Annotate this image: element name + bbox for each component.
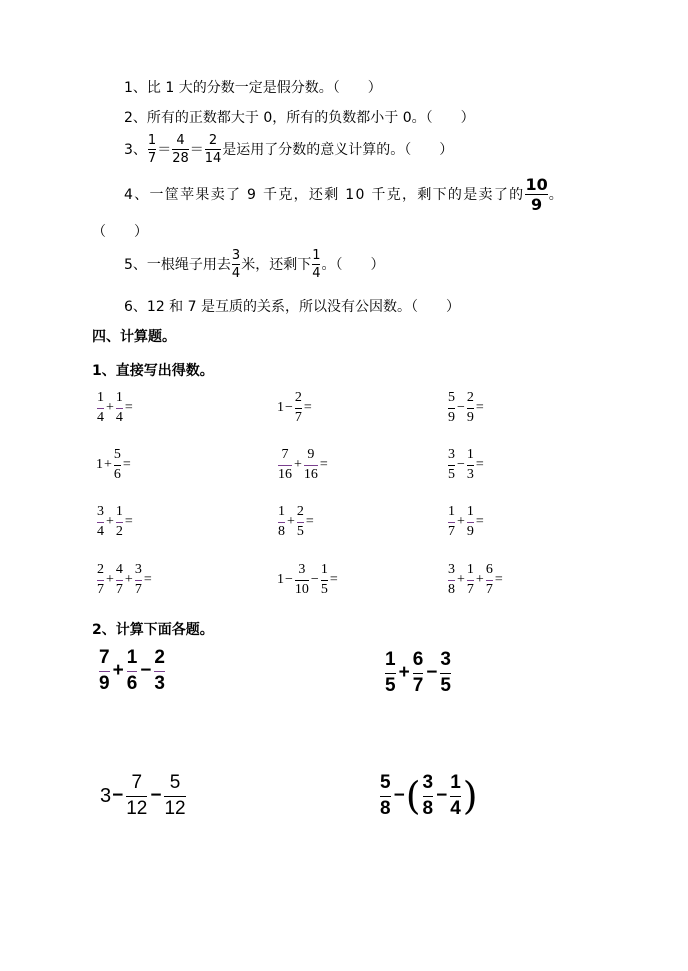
denominator: 7	[412, 675, 424, 696]
denominator: 7	[97, 582, 104, 597]
oral-expression-9	[447, 504, 485, 540]
judge-question-4-answer: （ ）	[92, 224, 148, 240]
whole-number: 1	[277, 400, 284, 415]
whole-number: 1	[277, 572, 284, 587]
fraction	[124, 773, 149, 819]
numerator: 1	[147, 133, 157, 148]
fraction	[162, 773, 187, 819]
oral-expression-10	[96, 562, 153, 598]
oral-expression-5	[277, 447, 329, 483]
fraction	[277, 447, 293, 483]
fraction	[438, 650, 453, 696]
numerator: 7	[131, 772, 143, 793]
numerator: 3	[440, 649, 451, 670]
fraction-bar	[148, 149, 156, 150]
denominator: 7	[294, 410, 302, 425]
fraction	[125, 648, 140, 694]
oral-expression-3	[447, 390, 485, 426]
fraction-bar	[448, 522, 455, 523]
numerator: 3	[448, 562, 455, 577]
fraction	[96, 504, 105, 540]
denominator: 6	[113, 467, 121, 482]
fraction-bar	[321, 580, 328, 581]
equals-sign: =	[494, 572, 503, 587]
denominator: 7	[147, 151, 157, 166]
numerator: 5	[448, 390, 455, 405]
fraction-bar	[385, 673, 396, 674]
fraction	[115, 504, 124, 540]
denominator: 12	[126, 798, 148, 819]
numerator: 7	[281, 447, 289, 462]
oral-expression-12	[447, 562, 504, 598]
numerator: 2	[154, 647, 165, 668]
denominator: 14	[204, 151, 222, 166]
calc-expression-2	[383, 650, 453, 696]
fraction	[447, 504, 456, 540]
whole-number: 1	[96, 457, 103, 472]
equals-sign: =	[303, 400, 312, 415]
denominator: 9	[466, 410, 474, 425]
numerator: 1	[320, 562, 328, 577]
numerator: 2	[208, 133, 218, 148]
fraction	[294, 390, 303, 426]
numerator: 7	[99, 647, 110, 668]
equals-sign: =	[143, 572, 152, 587]
oral-expression-8	[277, 504, 315, 540]
denominator: 7	[466, 582, 474, 597]
fraction-bar	[205, 149, 222, 150]
judge-question-3	[124, 133, 453, 166]
numerator: 1	[466, 504, 474, 519]
minus-sign: −	[140, 660, 152, 681]
minus-sign: −	[112, 785, 124, 806]
fraction-bar	[467, 408, 474, 409]
fraction	[277, 504, 286, 540]
denominator: 12	[164, 798, 186, 819]
denominator: 7	[448, 524, 455, 539]
minus-sign: −	[393, 785, 405, 806]
fraction	[171, 133, 190, 166]
fraction-bar	[304, 465, 318, 466]
plus-sign: +	[475, 572, 484, 587]
oral-expression-6	[447, 447, 485, 483]
oral-expression-1	[96, 390, 134, 426]
denominator: 5	[385, 675, 396, 696]
equals-sign: =	[329, 572, 338, 587]
denominator: 10	[294, 582, 309, 597]
denominator: 4	[231, 266, 241, 281]
equals-sign: =	[475, 400, 484, 415]
fraction-bar	[232, 264, 240, 265]
equals-sign: =	[475, 457, 484, 472]
numerator: 3	[134, 562, 142, 577]
plus-sign: +	[112, 660, 124, 681]
fraction	[320, 562, 329, 598]
fraction-bar	[440, 673, 451, 674]
fraction	[296, 504, 305, 540]
fraction	[447, 447, 456, 483]
period: 。	[548, 186, 563, 203]
fraction	[383, 650, 398, 696]
fraction-bar	[127, 671, 138, 672]
fraction-bar	[116, 522, 123, 523]
denominator: 16	[278, 467, 292, 482]
numerator: 5	[380, 772, 391, 793]
section-title: 四、计算题。	[92, 329, 176, 345]
numerator: 2	[97, 562, 104, 577]
fraction-bar	[413, 673, 424, 674]
numerator: 1	[312, 248, 321, 263]
denominator: 7	[115, 582, 123, 597]
numerator: 2	[294, 390, 302, 405]
calc-expression-1	[97, 648, 167, 694]
fraction	[152, 648, 167, 694]
denominator: 6	[126, 673, 138, 694]
fraction-bar	[97, 580, 104, 581]
denominator: 9	[99, 673, 110, 694]
plus-sign: +	[398, 662, 410, 683]
numerator: 3	[422, 772, 434, 793]
denominator: 4	[312, 266, 321, 281]
numerator: 1	[448, 504, 455, 519]
denominator: 4	[450, 798, 461, 819]
minus-sign: −	[285, 572, 293, 587]
minus-sign: −	[426, 662, 438, 683]
plus-sign: +	[106, 514, 114, 529]
question-text: 米，还剩下	[241, 256, 312, 273]
left-parenthesis: (	[405, 774, 421, 818]
minus-sign: −	[436, 785, 448, 806]
numerator: 10	[525, 175, 548, 194]
denominator: 4	[97, 524, 104, 539]
equals-sign: ＝	[157, 141, 172, 158]
equals-sign: =	[305, 514, 314, 529]
fraction-bar	[450, 796, 461, 797]
denominator: 4	[97, 410, 104, 425]
fraction-bar	[467, 522, 474, 523]
plus-sign: +	[457, 514, 465, 529]
fraction	[294, 562, 310, 598]
denominator: 5	[440, 675, 451, 696]
fraction	[447, 390, 456, 426]
numerator: 3	[298, 562, 306, 577]
numerator: 1	[115, 390, 123, 405]
oral-expression-7	[96, 504, 134, 540]
fraction-bar	[297, 522, 304, 523]
denominator: 5	[320, 582, 328, 597]
fraction	[231, 248, 241, 281]
fraction	[466, 447, 475, 483]
fraction	[466, 562, 475, 598]
denominator: 8	[278, 524, 285, 539]
fraction-bar	[448, 580, 455, 581]
fraction-bar	[295, 580, 309, 581]
denominator: 9	[448, 410, 455, 425]
fraction	[485, 562, 494, 598]
fraction	[466, 504, 475, 540]
judge-question-5	[124, 248, 384, 281]
numerator: 5	[169, 772, 181, 793]
judge-question-1: 1、比 1 大的分数一定是假分数。（ ）	[124, 80, 382, 96]
calc-expression-4	[378, 773, 478, 819]
whole-number: 3	[100, 784, 112, 807]
minus-sign: −	[285, 400, 293, 415]
fraction-bar	[278, 522, 285, 523]
part1-title: 1、直接写出得数。	[92, 363, 214, 379]
oral-expression-11	[277, 562, 339, 598]
denominator: 7	[485, 582, 493, 597]
minus-sign: −	[310, 572, 319, 587]
numerator: 1	[97, 390, 104, 405]
minus-sign: −	[457, 400, 465, 415]
plus-sign: +	[106, 572, 114, 587]
fraction	[411, 650, 426, 696]
plus-sign: +	[294, 457, 302, 472]
denominator: 8	[448, 582, 455, 597]
fraction	[115, 390, 124, 426]
denominator: 3	[154, 673, 165, 694]
oral-expression-4	[96, 447, 132, 483]
part2-title: 2、计算下面各题。	[92, 622, 214, 638]
question-number: 3、	[124, 141, 147, 158]
equals-sign: =	[319, 457, 328, 472]
fraction-bar	[172, 149, 189, 150]
fraction	[447, 562, 456, 598]
fraction	[421, 773, 436, 819]
judge-question-4	[124, 176, 563, 213]
question-text: 4、一筐苹果卖了 9 千克，还剩 10 千克，剩下的是卖了的	[124, 186, 525, 203]
numerator: 3	[448, 447, 455, 462]
fraction-bar	[114, 465, 121, 466]
fraction-bar	[116, 408, 123, 409]
judge-question-2: 2、所有的正数都大于 0，所有的负数都小于 0。（ ）	[124, 110, 475, 126]
fraction-bar	[486, 580, 493, 581]
numerator: 3	[97, 504, 104, 519]
fraction-bar	[99, 671, 110, 672]
denominator: 9	[466, 524, 474, 539]
calc-expression-3	[100, 773, 188, 819]
fraction	[97, 648, 112, 694]
numerator: 1	[115, 504, 123, 519]
numerator: 1	[385, 649, 396, 670]
numerator: 9	[307, 447, 315, 462]
fraction-bar	[312, 264, 320, 265]
denominator: 5	[448, 467, 455, 482]
numerator: 3	[231, 248, 241, 263]
fraction-bar	[380, 796, 391, 797]
fraction-bar	[116, 580, 123, 581]
numerator: 2	[296, 504, 304, 519]
numerator: 2	[466, 390, 474, 405]
denominator: 9	[531, 195, 543, 214]
fraction	[96, 562, 105, 598]
fraction	[448, 773, 463, 819]
question-text: 是运用了分数的意义计算的。（ ）	[222, 141, 454, 158]
equals-sign: ＝	[189, 141, 204, 158]
equals-sign: =	[124, 514, 133, 529]
fraction	[113, 447, 122, 483]
numerator: 1	[126, 647, 138, 668]
denominator: 7	[134, 582, 142, 597]
denominator: 2	[115, 524, 123, 539]
fraction-bar	[135, 580, 142, 581]
denominator: 28	[172, 151, 189, 166]
fraction-bar	[164, 796, 185, 797]
fraction	[96, 390, 105, 426]
numerator: 6	[412, 649, 424, 670]
fraction	[204, 133, 223, 166]
numerator: 4	[176, 133, 185, 148]
judge-question-6: 6、12 和 7 是互质的关系，所以没有公因数。（ ）	[124, 299, 460, 315]
fraction	[147, 133, 157, 166]
fraction	[524, 176, 548, 213]
fraction-bar	[154, 671, 165, 672]
numerator: 1	[466, 447, 474, 462]
plus-sign: +	[106, 400, 114, 415]
right-parenthesis: )	[462, 774, 478, 818]
fraction	[466, 390, 475, 426]
fraction-bar	[448, 408, 455, 409]
minus-sign: −	[150, 785, 162, 806]
fraction-bar	[467, 580, 474, 581]
oral-expression-2	[277, 390, 313, 426]
fraction-bar	[278, 465, 292, 466]
numerator: 1	[466, 562, 474, 577]
denominator: 4	[115, 410, 123, 425]
fraction-bar	[467, 465, 474, 466]
denominator: 5	[296, 524, 304, 539]
denominator: 8	[380, 798, 391, 819]
denominator: 8	[422, 798, 434, 819]
plus-sign: +	[124, 572, 133, 587]
fraction-bar	[97, 408, 104, 409]
numerator: 4	[115, 562, 123, 577]
plus-sign: +	[287, 514, 295, 529]
fraction-bar	[295, 408, 302, 409]
denominator: 16	[303, 467, 318, 482]
equals-sign: =	[475, 514, 484, 529]
fraction	[303, 447, 319, 483]
fraction	[311, 248, 321, 281]
minus-sign: −	[457, 457, 465, 472]
fraction	[134, 562, 143, 598]
fraction-bar	[423, 796, 434, 797]
fraction	[115, 562, 124, 598]
numerator: 5	[113, 447, 121, 462]
question-text: 5、一根绳子用去	[124, 256, 231, 273]
numerator: 1	[450, 772, 461, 793]
fraction-bar	[126, 796, 147, 797]
fraction-bar	[97, 522, 104, 523]
fraction	[378, 773, 393, 819]
question-text: 。（ ）	[321, 256, 385, 273]
numerator: 6	[485, 562, 493, 577]
fraction-bar	[448, 465, 455, 466]
denominator: 3	[466, 467, 474, 482]
plus-sign: +	[457, 572, 465, 587]
equals-sign: =	[122, 457, 131, 472]
plus-sign: +	[104, 457, 112, 472]
equals-sign: =	[124, 400, 133, 415]
numerator: 1	[278, 504, 285, 519]
